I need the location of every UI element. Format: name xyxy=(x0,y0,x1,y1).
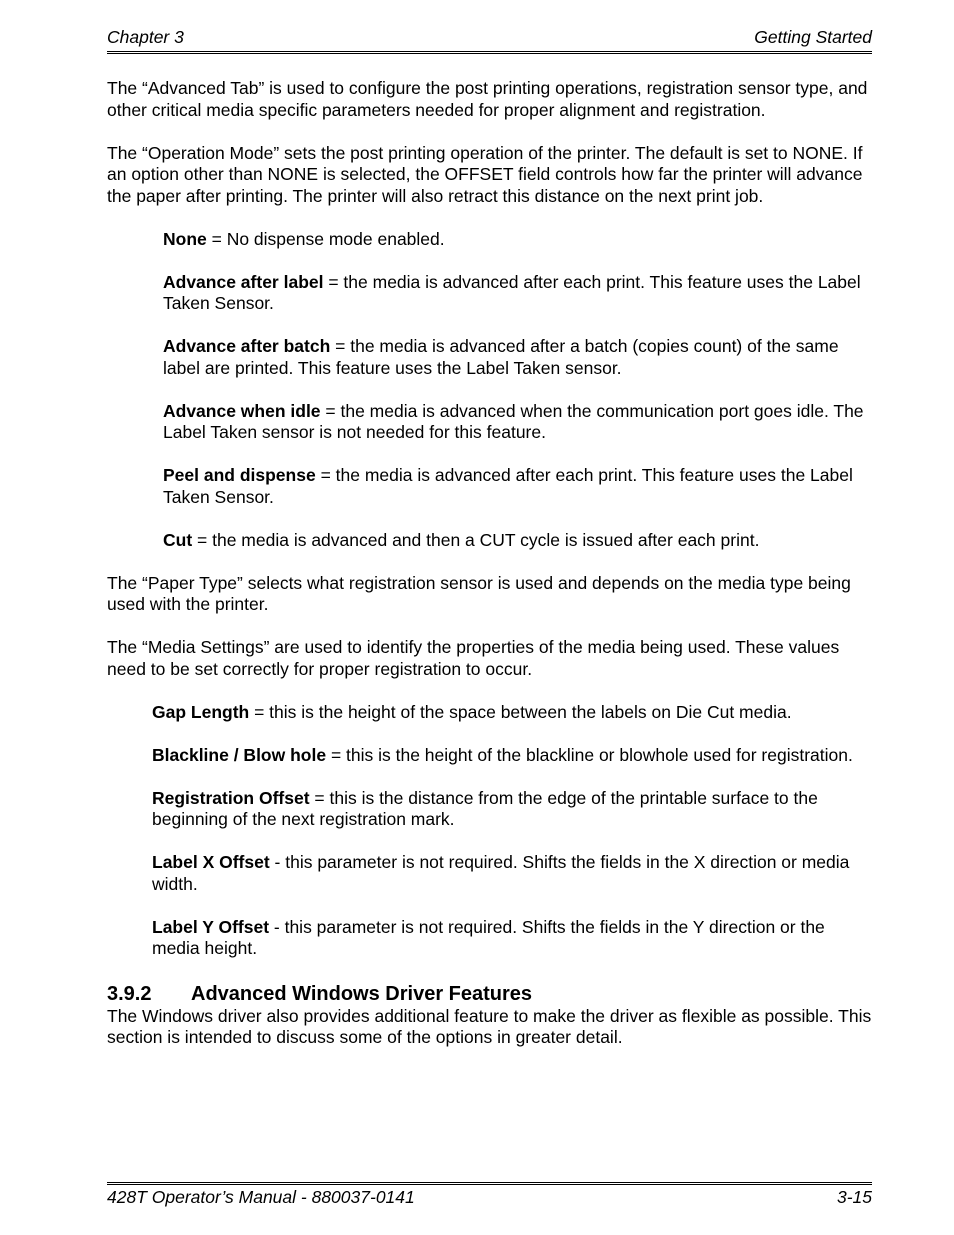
setting-desc: = this is the height of the blackline or blowhole used for registration. xyxy=(326,744,853,765)
page-footer xyxy=(107,1182,872,1211)
setting-desc: - this parameter is not required. Shifts the fields in the Y direction or the media height. xyxy=(152,916,825,958)
setting-term: Label X Offset xyxy=(152,852,270,872)
mode-term: Cut xyxy=(163,529,193,550)
mode-term: Advance after label xyxy=(163,271,324,292)
mode-item-peel-and-dispense xyxy=(163,465,872,508)
setting-term: Gap Length xyxy=(152,701,250,722)
setting-item-label-y-offset xyxy=(152,917,872,960)
setting-item-gap-length xyxy=(152,702,872,724)
intro-paragraph: The “Advanced Tab” is used to configure the post printing operations, registration sensor type, and other critical media specific parameters needed for proper alignment and registration. xyxy=(107,78,868,120)
section-number: 3.9.2 xyxy=(107,982,152,1005)
mode-desc: = the media is advanced when the communication port goes idle. The Label Taken sensor is not needed for this feature. xyxy=(163,400,864,442)
mode-term: None xyxy=(163,228,207,249)
setting-desc: - this parameter is not required. Shifts the fields in the X direction or media width. xyxy=(152,852,850,894)
paper-type-paragraph: The “Paper Type” selects what registration sensor is used and depends on the media type being used with the printer. xyxy=(107,572,851,614)
section-title: Advanced Windows Driver Features xyxy=(191,982,533,1005)
page-content xyxy=(107,78,872,1049)
setting-item-registration-offset xyxy=(152,788,872,831)
mode-desc: = No dispense mode enabled. xyxy=(206,228,445,249)
mode-desc: = the media is advanced after each print. This feature uses the Label Taken Sensor. xyxy=(163,271,861,313)
header-chapter: Chapter 3 xyxy=(107,27,184,47)
setting-desc: = this is the height of the space between the labels on Die Cut media. xyxy=(249,701,792,722)
mode-desc: = the media is advanced and then a CUT cycle is issued after each print. xyxy=(192,529,760,550)
media-settings-paragraph: The “Media Settings” are used to identify the properties of the media being used. These values need to be set correctly for proper registration to occur. xyxy=(107,637,840,679)
operation-mode-paragraph: The “Operation Mode” sets the post printing operation of the printer. The default is set to NONE. If an option other than NONE is selected, the OFFSET field controls how far the printer will advance the paper after printing. The printer will also retract this distance on the next print job. xyxy=(107,142,863,206)
mode-term: Advance after batch xyxy=(163,336,331,356)
mode-item-advance-after-label xyxy=(163,272,872,315)
section-body: The Windows driver also provides additional feature to make the driver as flexible as possible. This section is intended to discuss some of the options in greater detail. xyxy=(107,1005,872,1047)
setting-term: Blackline / Blow hole xyxy=(152,744,327,765)
setting-desc: = this is the distance from the edge of the printable surface to the beginning of the next registration mark. xyxy=(152,787,818,829)
mode-term: Peel and dispense xyxy=(163,465,316,485)
footer-manual-title: 428T Operator’s Manual - 880037-0141 xyxy=(107,1187,415,1207)
setting-term: Label Y Offset xyxy=(152,916,270,937)
setting-item-blackline xyxy=(152,745,872,767)
mode-item-none xyxy=(163,229,872,251)
mode-desc: = the media is advanced after each print. This feature uses the Label Taken Sensor. xyxy=(163,465,853,507)
section-heading xyxy=(107,982,872,1006)
page-header xyxy=(107,27,872,54)
setting-item-label-x-offset xyxy=(152,852,872,895)
setting-term: Registration Offset xyxy=(152,787,310,808)
header-section: Getting Started xyxy=(754,27,872,47)
mode-desc: = the media is advanced after a batch (copies count) of the same label are printed. This feature uses the Label Taken sensor. xyxy=(163,336,839,378)
mode-item-advance-when-idle xyxy=(163,401,872,444)
mode-item-cut xyxy=(163,530,872,552)
mode-term: Advance when idle xyxy=(163,400,321,421)
mode-item-advance-after-batch xyxy=(163,336,872,379)
footer-page-number: 3-15 xyxy=(836,1187,872,1207)
